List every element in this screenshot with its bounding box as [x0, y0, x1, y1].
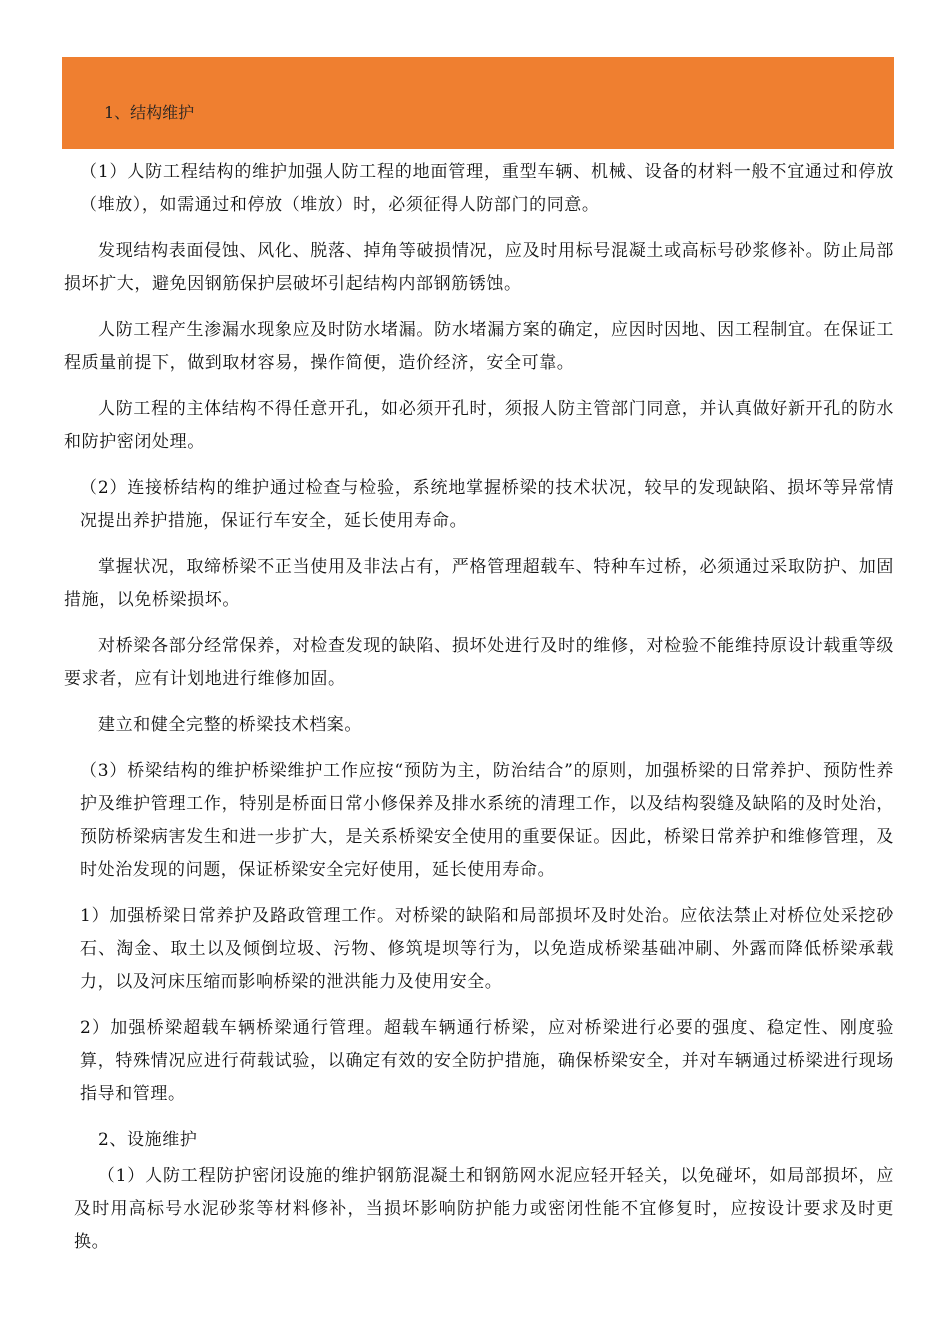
paragraph: 对桥梁各部分经常保养，对检查发现的缺陷、损坏处进行及时的维修，对检验不能维持原设计载重等级要求者，应有计划地进行维修加固。: [64, 636, 894, 689]
paragraph: 人防工程产生渗漏水现象应及时防水堵漏。防水堵漏方案的确定，应因时因地、因工程制宜。在保证工程质量前提下，做到取材容易，操作简便，造价经济，安全可靠。: [64, 320, 894, 373]
section-header-band: [62, 57, 894, 149]
section-heading: 2、设施维护: [98, 1130, 198, 1150]
paragraph: （1）人防工程防护密闭设施的维护钢筋混凝土和钢筋网水泥应轻开轻关，以免碰坏，如局部损坏，应及时用高标号水泥砂浆等材料修补，当损坏影响防护能力或密闭性能不宜修复时，应按设计要求及时更换。: [74, 1166, 894, 1252]
paragraph: （2）连接桥结构的维护通过检查与检验，系统地掌握桥梁的技术状况，较早的发现缺陷、损坏等异常情况提出养护措施，保证行车安全，延长使用寿命。: [80, 478, 894, 531]
paragraph: 发现结构表面侵蚀、风化、脱落、掉角等破损情况，应及时用标号混凝土或高标号砂浆修补。防止局部损坏扩大，避免因钢筋保护层破坏引起结构内部钢筋锈蚀。: [64, 241, 894, 294]
paragraph: （3）桥梁结构的维护桥梁维护工作应按“预防为主，防治结合”的原则，加强桥梁的日常养护、预防性养护及维护管理工作，特别是桥面日常小修保养及排水系统的清理工作，以及结构裂缝及缺陷的及时处治，预防桥梁病害发生和进一步扩大，是关系桥梁安全使用的重要保证。因此，桥梁日常养护和维修管理，及时处治发现的问题，保证桥梁安全完好使用，延长使用寿命。: [80, 761, 894, 880]
paragraph: 1）加强桥梁日常养护及路政管理工作。对桥梁的缺陷和局部损坏及时处治。应依法禁止对桥位处采挖砂石、淘金、取土以及倾倒垃圾、污物、修筑堤坝等行为，以免造成桥梁基础冲刷、外露而降低桥梁承载力，以及河床压缩而影响桥梁的泄洪能力及使用安全。: [80, 906, 894, 992]
paragraph: （1）人防工程结构的维护加强人防工程的地面管理，重型车辆、机械、设备的材料一般不宜通过和停放（堆放），如需通过和停放（堆放）时，必须征得人防部门的同意。: [80, 162, 894, 215]
paragraph: 人防工程的主体结构不得任意开孔，如必须开孔时，须报人防主管部门同意，并认真做好新开孔的防水和防护密闭处理。: [64, 399, 894, 452]
section-title: 1、结构维护: [104, 103, 195, 122]
paragraph: 建立和健全完整的桥梁技术档案。: [98, 715, 362, 735]
paragraph: 掌握状况，取缔桥梁不正当使用及非法占有，严格管理超载车、特种车过桥，必须通过采取防护、加固措施，以免桥梁损坏。: [64, 557, 894, 610]
document-body: [64, 156, 894, 1272]
paragraph: 2）加强桥梁超载车辆桥梁通行管理。超载车辆通行桥梁，应对桥梁进行必要的强度、稳定性、刚度验算，特殊情况应进行荷载试验，以确定有效的安全防护措施，确保桥梁安全，并对车辆通过桥梁进行现场指导和管理。: [80, 1018, 894, 1104]
